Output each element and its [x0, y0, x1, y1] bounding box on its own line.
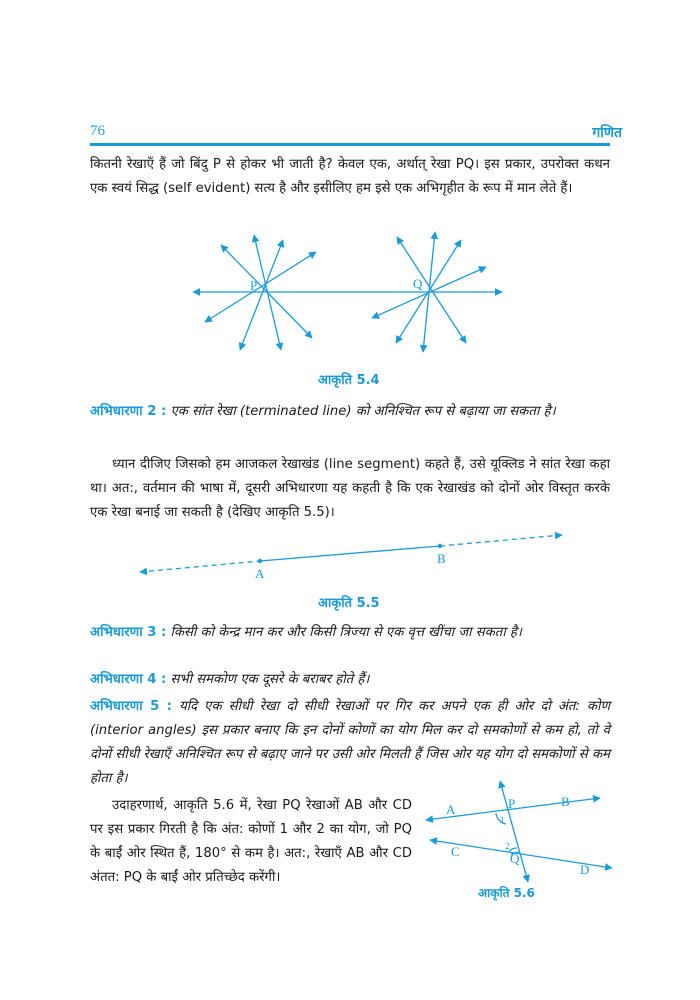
postulate-4-text: सभी समकोण एक दूसरे के बराबर होते हैं। [170, 672, 370, 687]
fig55-label-b: B [437, 551, 446, 566]
fig56-label-b: B [561, 794, 570, 809]
postulate-2-label: अभिधारणा 2 : [90, 404, 167, 419]
example-paragraph: उदाहरणार्थ, आकृति 5.6 में, रेखा PQ रेखाओं AB और CD पर इस प्रकार गिरती है कि अंत: कोणों 1 और 2 का योग, जो PQ के बाईं ओर स्थित हैं, 180° से कम है। अत:, रेखाएँ AB और CD अंतत: PQ के बाईं ओर प्रतिच्छेद करेंगी। [90, 798, 412, 885]
postulate-3-label: अभिधारणा 3 : [90, 625, 167, 640]
fig56-label-angle-2: 2 [505, 841, 510, 851]
postulate-5-text: यदि एक सीधी रेखा दो सीधी रेखाओं पर गिर कर अपने एक ही ओर दो अंत: कोण (interior angles) इस प्रकार बनाए कि इन दोनों कोणों का योग मिल कर दो समकोणों से कम हो, तो वे दोनों सीधी रेखाएँ अनिश्चित रूप से बढ़ाए जाने पर उसी ओर मिलती हैं जिस ओर यह योग दो समकोणों से कम होता है। [90, 699, 611, 786]
fig56-label-d: D [580, 862, 590, 877]
figure-5-5-caption: आकृति 5.5 [318, 596, 380, 611]
fig56-label-a: A [446, 802, 456, 817]
page-number: 76 [90, 123, 105, 139]
line-segment-paragraph: ध्यान दीजिए जिसको हम आजकल रेखाखंड (line segment) कहते हैं, उसे यूक्लिड ने सांत रेखा कहा था। अत:, वर्तमान की भाषा में, दूसरी अभिधारणा यह कहती है कि एक रेखाखंड को दोनों ओर विस्तृत करके एक रेखा बनाई जा सकती है (देखिए आकृति 5.5)। [90, 457, 610, 520]
intro-paragraph: कितनी रेखाएँ हैं जो बिंदु P से होकर भी जाती है? केवल एक, अर्थात् रेखा PQ। इस प्रकार, उपरोक्त कथन एक स्वयं सिद्ध (self evident) सत्य है और इसीलिए हम इसे एक अभिगृहीत के रूप में मान लेते हैं। [90, 157, 610, 196]
postulate-5-label: अभिधारणा 5 : [90, 699, 172, 714]
fig56-label-p: P [508, 796, 516, 811]
running-title: गणित [592, 125, 622, 141]
fig56-label-angle-1: 1 [500, 815, 505, 825]
fig55-label-a: A [255, 566, 265, 581]
figure-5-6-caption: आकृति 5.6 [478, 886, 535, 900]
fig56-label-c: C [451, 844, 460, 859]
figure-5-4-caption: आकृति 5.4 [318, 373, 380, 388]
postulate-3-text: किसी को केन्द्र मान कर और किसी त्रिज्या से एक वृत्त खींचा जा सकता है। [170, 625, 522, 640]
fig54-label-q: Q [413, 276, 423, 291]
fig56-label-q: Q [510, 851, 520, 866]
postulate-4-label: अभिधारणा 4 : [90, 672, 167, 687]
fig54-label-p: P [250, 278, 258, 293]
postulate-2-text: एक सांत रेखा (terminated line) को अनिश्चित रूप से बढ़ाया जा सकता है। [170, 404, 556, 419]
